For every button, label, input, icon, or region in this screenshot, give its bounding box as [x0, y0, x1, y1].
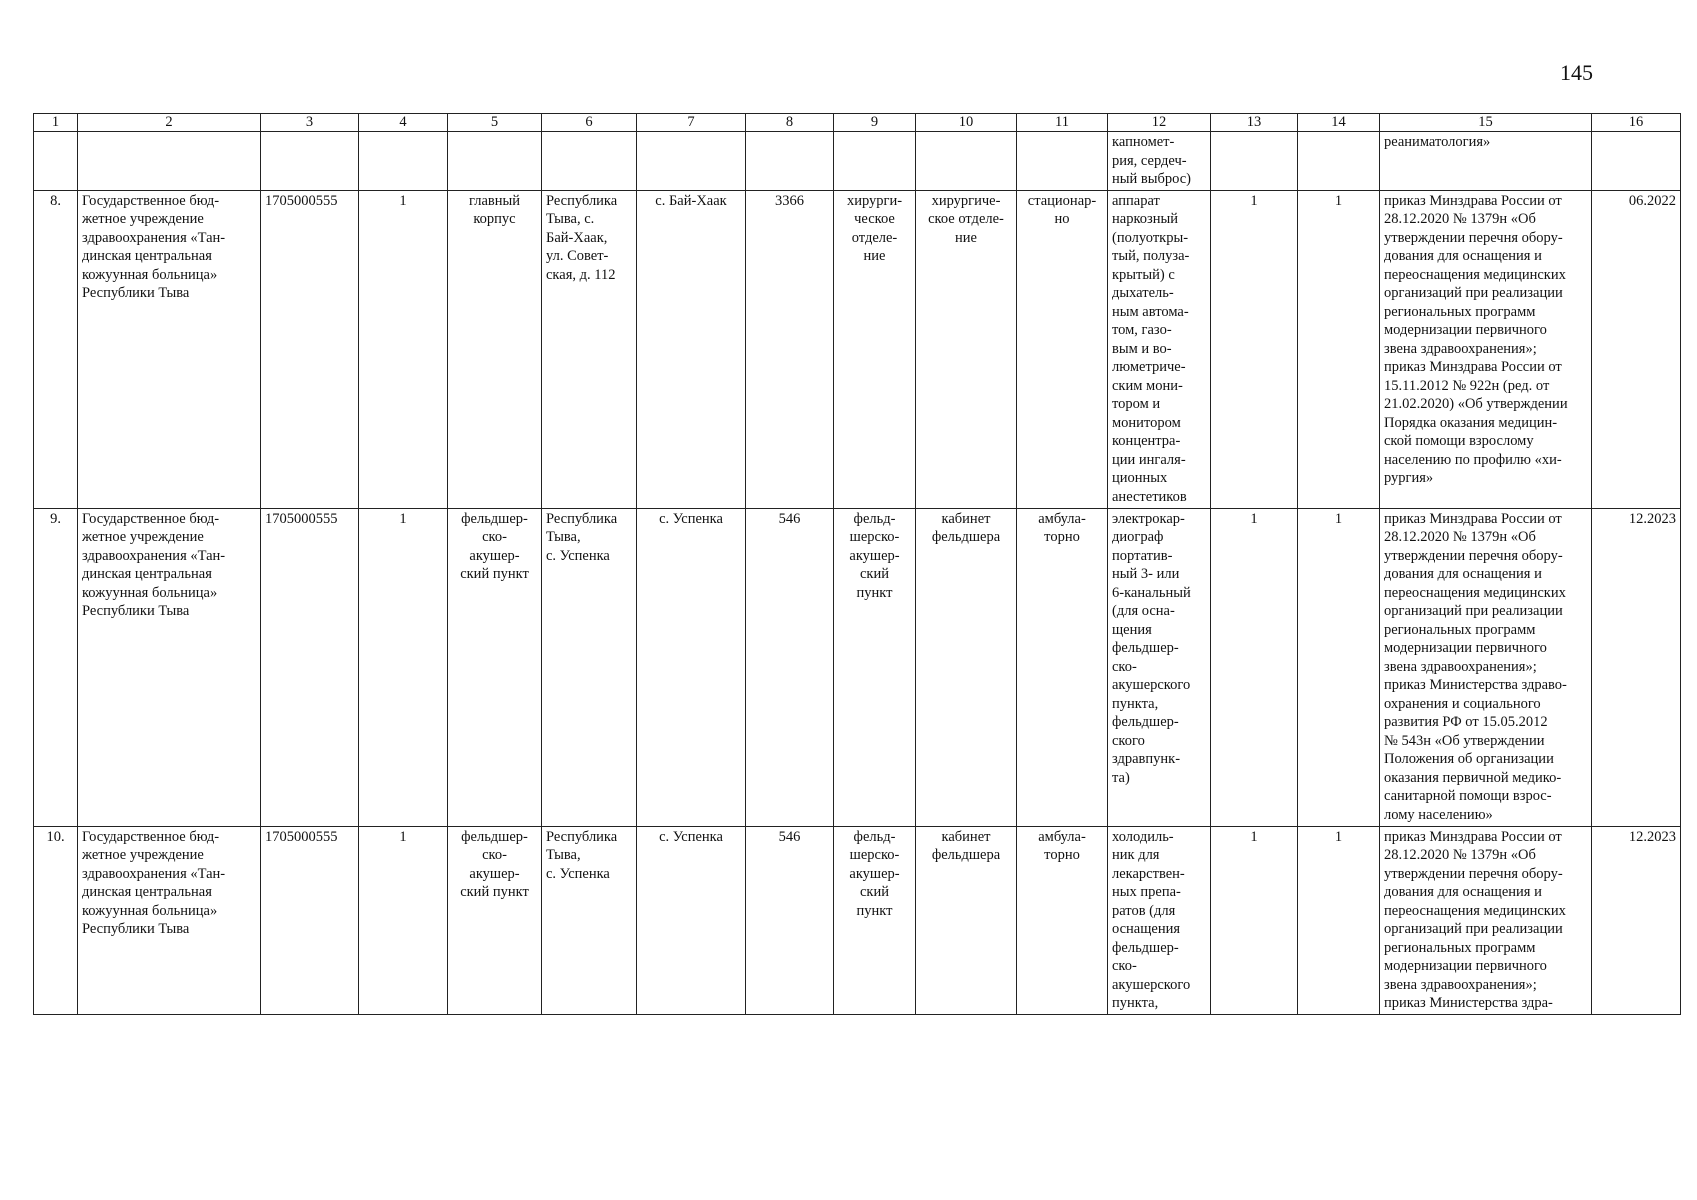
column-number-row	[34, 114, 1681, 132]
page-number: 145	[1560, 60, 1593, 85]
column-number: 16	[1592, 114, 1681, 132]
column-number: 7	[637, 114, 746, 132]
institution-cell: Государственное бюд- жетное учреждение здравоохранения «Тан- динская центральная кожуунная больница» Республики Тыва	[78, 190, 261, 508]
quantity-cell: 1	[1211, 190, 1298, 508]
population-cell: 546	[746, 826, 834, 1014]
institution-cell: Государственное бюд- жетное учреждение здравоохранения «Тан- динская центральная кожуунная больница» Республики Тыва	[78, 826, 261, 1014]
address-cell	[542, 132, 637, 191]
column-number: 3	[261, 114, 359, 132]
column-number: 5	[448, 114, 542, 132]
department-cell	[834, 132, 916, 191]
address-cell: Республика Тыва, с. Успенка	[542, 826, 637, 1014]
row-number-cell	[34, 132, 78, 191]
department-cell: фельд- шерско- акушер- ский пункт	[834, 826, 916, 1014]
population-cell: 3366	[746, 190, 834, 508]
column-number: 13	[1211, 114, 1298, 132]
locality-cell: с. Успенка	[637, 826, 746, 1014]
date-cell: 06.2022	[1592, 190, 1681, 508]
column-number: 11	[1017, 114, 1108, 132]
locality-cell: с. Бай-Хаак	[637, 190, 746, 508]
quantity-cell: 1	[1298, 508, 1380, 826]
department-cell: фельд- шерско- акушер- ский пункт	[834, 508, 916, 826]
col4-cell: 1	[359, 190, 448, 508]
column-number: 8	[746, 114, 834, 132]
row-number-cell: 9.	[34, 508, 78, 826]
equipment-cell: холодиль- ник для лекарствен- ных препа- ратов (для оснащения фельдшер- ско- акушерского пункта,	[1108, 826, 1211, 1014]
locality-cell	[637, 132, 746, 191]
locality-cell: с. Успенка	[637, 508, 746, 826]
care-form-cell: амбула- торно	[1017, 826, 1108, 1014]
equipment-cell: аппарат наркозный (полуоткры- тый, полуза- крытый) с дыхатель- ным автома- том, газо- вым и во- люметриче- ским мони- тором и монитором концентра- ции ингаля- ционных анестетиков	[1108, 190, 1211, 508]
column-number: 9	[834, 114, 916, 132]
table-row	[34, 132, 1681, 191]
date-cell: 12.2023	[1592, 826, 1681, 1014]
column-number: 6	[542, 114, 637, 132]
col4-cell: 1	[359, 508, 448, 826]
unit-cell	[916, 132, 1017, 191]
address-cell: Республика Тыва, с. Успенка	[542, 508, 637, 826]
inn-cell: 1705000555	[261, 190, 359, 508]
unit-cell: кабинет фельдшера	[916, 826, 1017, 1014]
institution-cell: Государственное бюд- жетное учреждение здравоохранения «Тан- динская центральная кожуунная больница» Республики Тыва	[78, 508, 261, 826]
inn-cell	[261, 132, 359, 191]
column-number: 2	[78, 114, 261, 132]
building-cell: главный корпус	[448, 190, 542, 508]
legal-basis-cell: приказ Минздрава России от 28.12.2020 № 1379н «Об утверждении перечня обору- дования для оснащения и переоснащения медицинских организаций при реализации региональных программ модернизации первичного звена здравоохранения»; приказ Министерства здра-	[1380, 826, 1592, 1014]
unit-cell: хирургиче- ское отделе- ние	[916, 190, 1017, 508]
building-cell: фельдшер- ско- акушер- ский пункт	[448, 508, 542, 826]
column-number: 1	[34, 114, 78, 132]
quantity-cell: 1	[1298, 826, 1380, 1014]
equipment-cell: капномет- рия, сердеч- ный выброс)	[1108, 132, 1211, 191]
quantity-cell: 1	[1211, 508, 1298, 826]
quantity-cell: 1	[1298, 190, 1380, 508]
col4-cell: 1	[359, 826, 448, 1014]
column-number: 15	[1380, 114, 1592, 132]
care-form-cell: амбула- торно	[1017, 508, 1108, 826]
date-cell	[1592, 132, 1681, 191]
quantity-cell: 1	[1211, 826, 1298, 1014]
unit-cell: кабинет фельдшера	[916, 508, 1017, 826]
address-cell: Республика Тыва, с. Бай-Хаак, ул. Совет- ская, д. 112	[542, 190, 637, 508]
column-number: 12	[1108, 114, 1211, 132]
building-cell: фельдшер- ско- акушер- ский пункт	[448, 826, 542, 1014]
column-number: 4	[359, 114, 448, 132]
care-form-cell	[1017, 132, 1108, 191]
legal-basis-cell: реаниматология»	[1380, 132, 1592, 191]
column-number: 14	[1298, 114, 1380, 132]
care-form-cell: стационар- но	[1017, 190, 1108, 508]
inn-cell: 1705000555	[261, 508, 359, 826]
population-cell	[746, 132, 834, 191]
population-cell: 546	[746, 508, 834, 826]
inn-cell: 1705000555	[261, 826, 359, 1014]
table-row	[34, 508, 1681, 826]
building-cell	[448, 132, 542, 191]
row-number-cell: 10.	[34, 826, 78, 1014]
date-cell: 12.2023	[1592, 508, 1681, 826]
quantity-cell	[1211, 132, 1298, 191]
column-number: 10	[916, 114, 1017, 132]
institution-cell	[78, 132, 261, 191]
legal-basis-cell: приказ Минздрава России от 28.12.2020 № 1379н «Об утверждении перечня обору- дования для оснащения и переоснащения медицинских организаций при реализации региональных программ модернизации первичного звена здравоохранения»; приказ Минздрава России от 15.11.2012 № 922н (ред. от 21.02.2020) «Об утверждении Порядка оказания медицин- ской помощи взрослому населению по профилю «хи- рургия»	[1380, 190, 1592, 508]
col4-cell	[359, 132, 448, 191]
equipment-cell: электрокар- диограф портатив- ный 3- или 6-канальный (для осна- щения фельдшер- ско- акушерского пункта, фельдшер- ского здравпунк- та)	[1108, 508, 1211, 826]
row-number-cell: 8.	[34, 190, 78, 508]
department-cell: хирурги- ческое отделе- ние	[834, 190, 916, 508]
equipment-table	[33, 113, 1681, 1015]
table-row	[34, 190, 1681, 508]
quantity-cell	[1298, 132, 1380, 191]
legal-basis-cell: приказ Минздрава России от 28.12.2020 № 1379н «Об утверждении перечня обору- дования для оснащения и переоснащения медицинских организаций при реализации региональных программ модернизации первичного звена здравоохранения»; приказ Министерства здраво- охранения и социального развития РФ от 15.05.2012 № 543н «Об утверждении Положения об организации оказания первичной медико- санитарной помощи взрос- лому населению»	[1380, 508, 1592, 826]
table-row	[34, 826, 1681, 1014]
